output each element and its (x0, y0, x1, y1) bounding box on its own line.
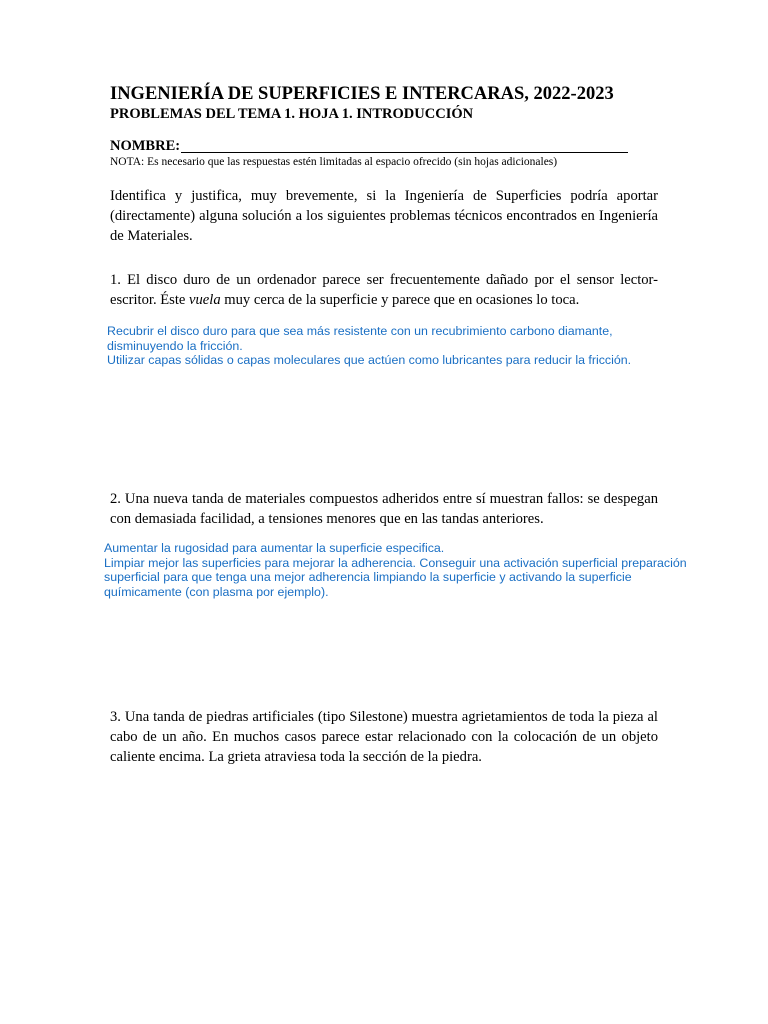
document-title: INGENIERÍA DE SUPERFICIES E INTERCARAS, 2022-2023 (110, 84, 614, 104)
name-blank-line[interactable] (181, 138, 628, 153)
answer-2-line: Limpiar mejor las superficies para mejorar la adherencia. Conseguir una activación superficial preparación (104, 555, 687, 570)
document-subtitle: PROBLEMAS DEL TEMA 1. HOJA 1. INTRODUCCIÓN (110, 106, 474, 122)
name-field-row (110, 138, 628, 155)
name-label: NOMBRE: (110, 138, 181, 154)
question-1 (110, 270, 658, 310)
answer-1-line: disminuyendo la fricción. (107, 338, 243, 353)
answer-1-line: Recubrir el disco duro para que sea más resistente con un recubrimiento carbono diamante, (107, 324, 613, 338)
question-1-text-end: muy cerca de la superficie y parece que en ocasiones lo toca. (220, 292, 580, 308)
answer-1-line: Utilizar capas sólidas o capas moleculares que actúen como lubricantes para reducir la fricción. (107, 353, 632, 368)
question-1-text-start: 1. El disco duro de un ordenador parece ser frecuentemente dañado por el sensor lector-escritor. Éste (110, 272, 658, 308)
answer-1 (107, 324, 727, 368)
question-2: 2. Una nueva tanda de materiales compuestos adheridos entre sí muestran fallos: se despegan con demasiada facilidad, a tensiones menores que en las tandas anteriores. (110, 491, 658, 527)
intro-paragraph: Identifica y justifica, muy brevemente, si la Ingeniería de Superficies podría aportar (directamente) alguna solución a los siguientes problemas técnicos encontrados en Ingeniería de Materiales. (110, 188, 658, 244)
answer-2-line: químicamente (con plasma por ejemplo). (104, 584, 329, 599)
question-3: 3. Una tanda de piedras artificiales (tipo Silestone) muestra agrietamientos de toda la pieza al cabo de un año. En muchos casos parece estar relacionado con la colocación de un objeto caliente encima. La grieta atraviesa toda la sección de la piedra. (110, 709, 658, 765)
answer-2-line: Aumentar la rugosidad para aumentar la superficie especifica. (104, 541, 445, 555)
question-1-emphasis: vuela (189, 292, 221, 308)
answer-2-line: superficial para que tenga una mejor adherencia limpiando la superficie y activando la superficie (104, 570, 632, 585)
answer-2 (104, 541, 754, 599)
instructions-note: NOTA: Es necesario que las respuestas estén limitadas al espacio ofrecido (sin hojas adicionales) (110, 156, 558, 168)
